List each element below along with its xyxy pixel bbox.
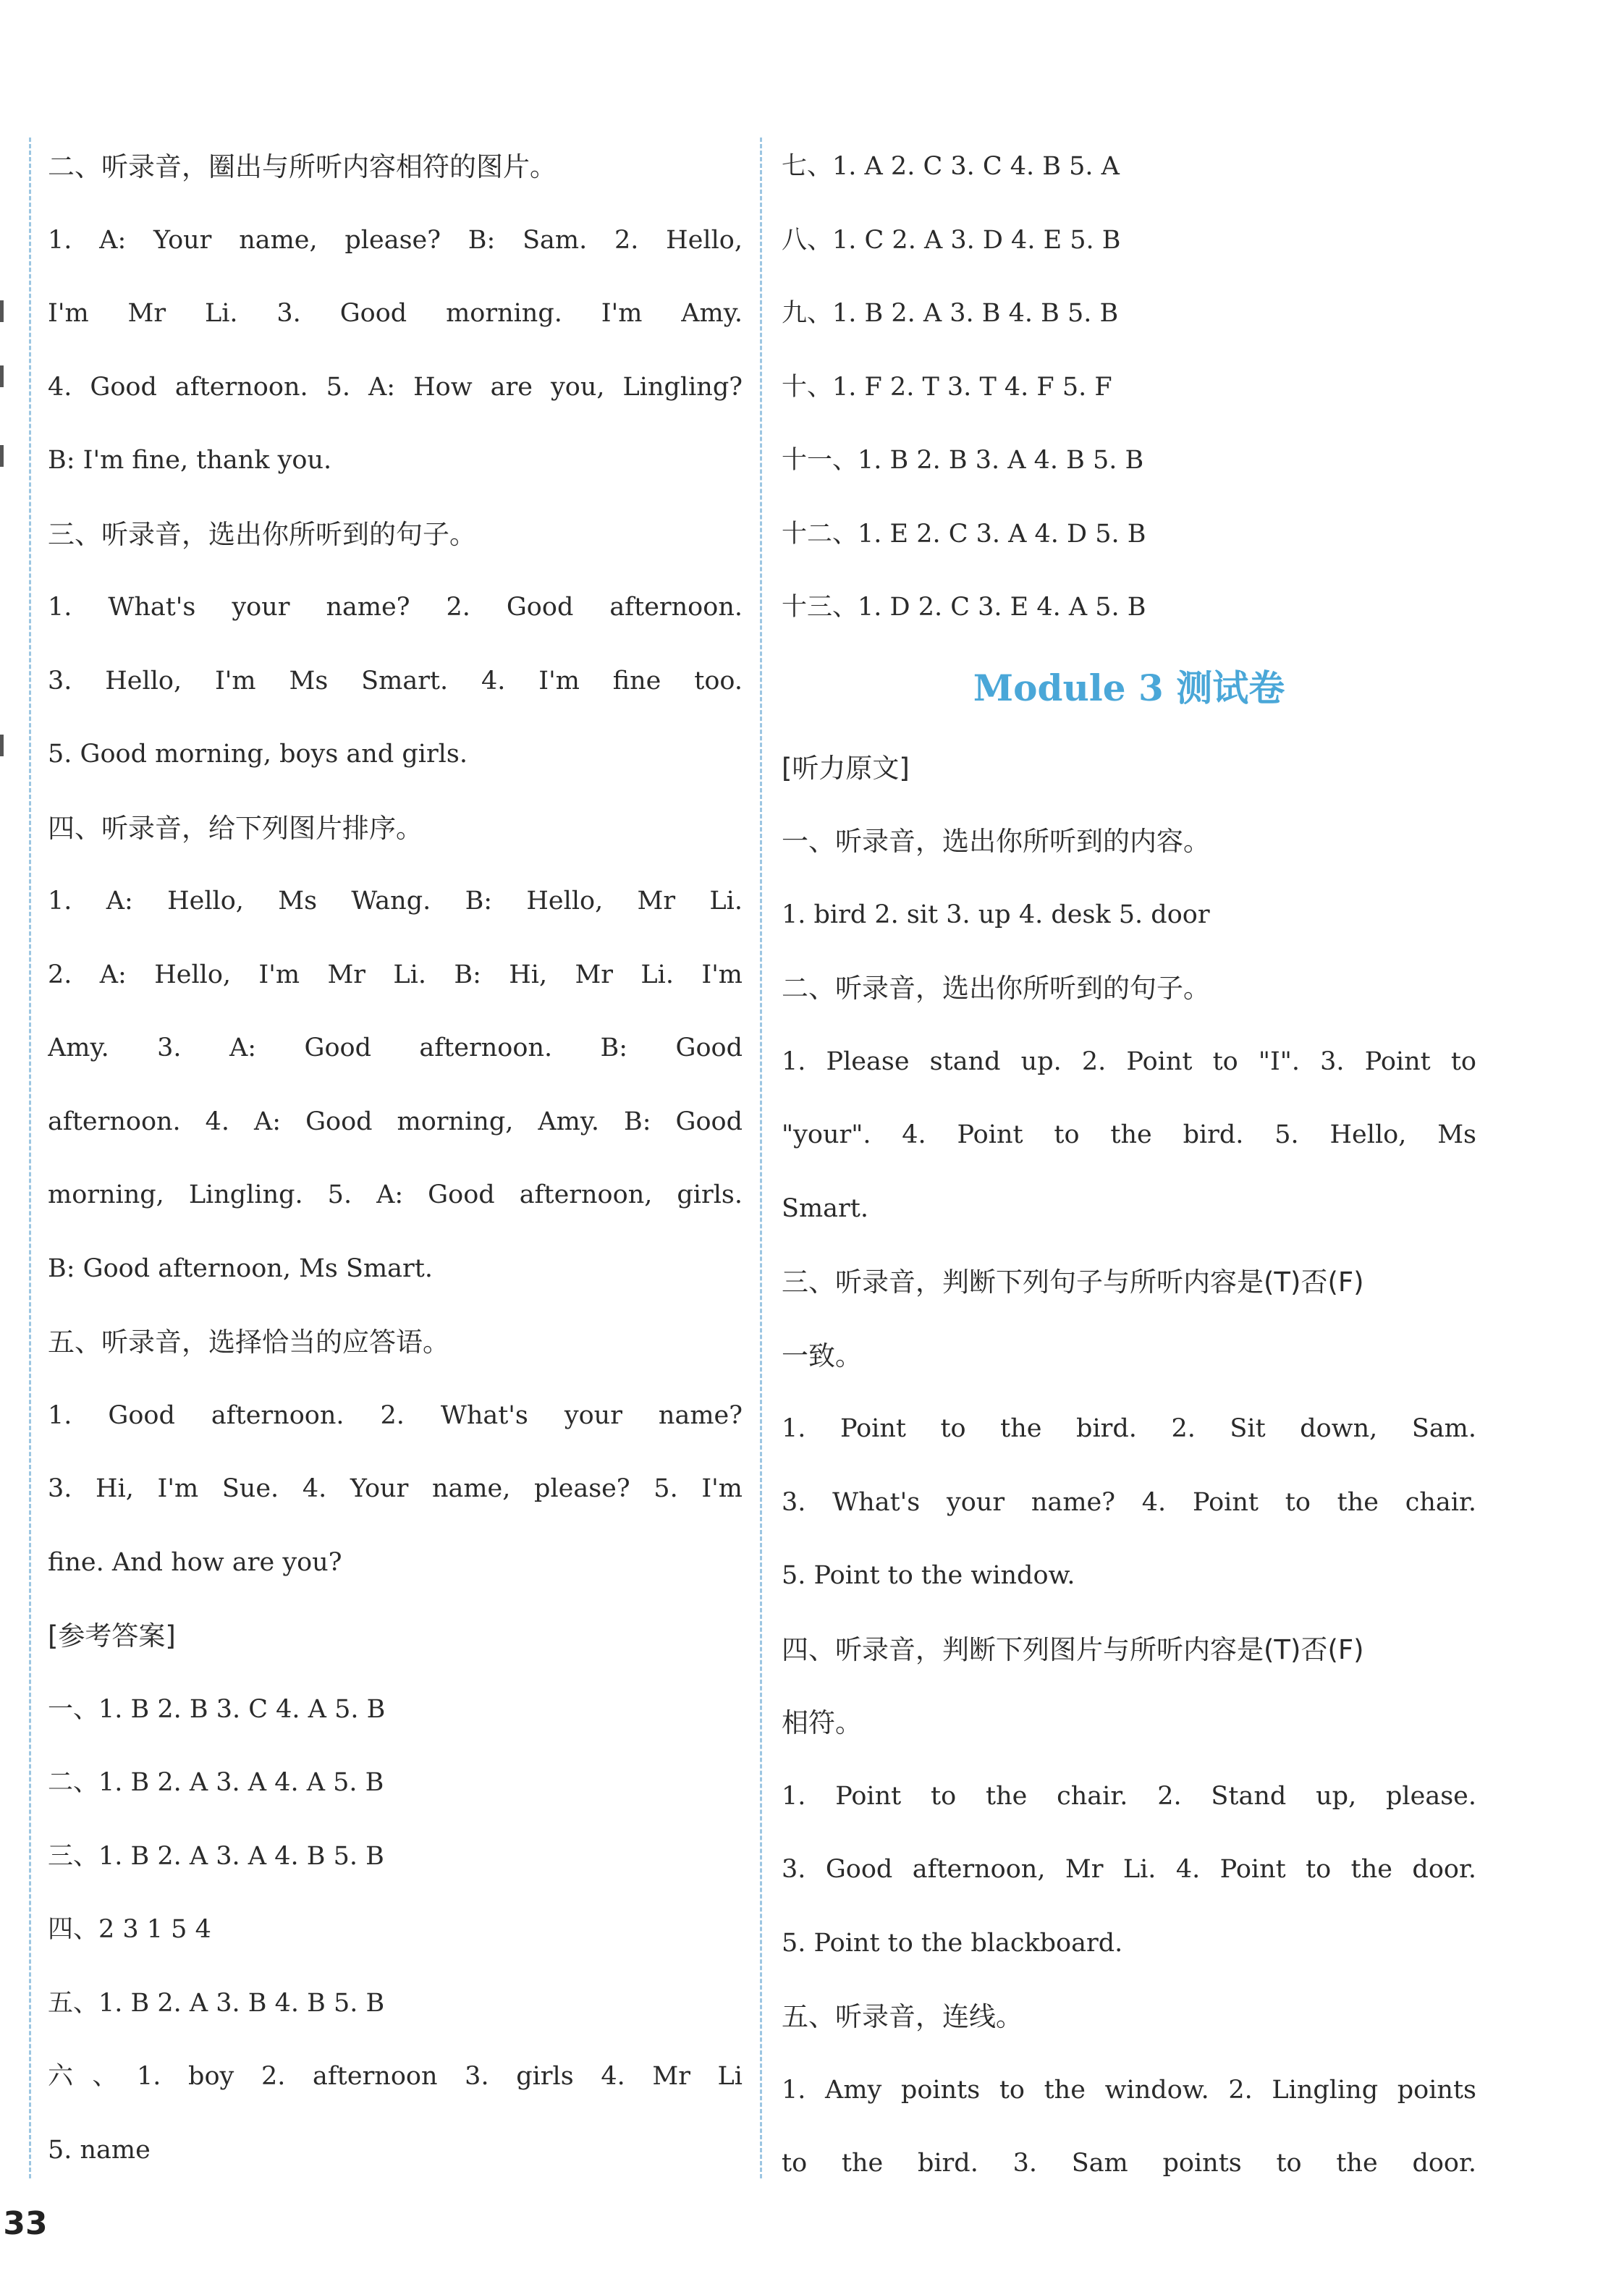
section-heading: 一致。: [782, 1340, 862, 1371]
text-line: 4. Good afternoon. 5. A: How are you, Lingling?: [48, 372, 743, 402]
text-line: 1. Good afternoon. 2. What's your name?: [48, 1400, 743, 1430]
text-line: 二、1. B 2. A 3. A 4. A 5. B: [48, 1768, 384, 1797]
text-line: 1. Please stand up. 2. Point to "I". 3. Point to: [782, 1047, 1476, 1076]
module-title: Module 3 测试卷: [973, 666, 1285, 709]
section-heading: 四、听录音，给下列图片排序。: [48, 812, 423, 844]
text-line: 1. A: Your name, please? B: Sam. 2. Hello,: [48, 225, 743, 255]
text-line: Smart.: [782, 1193, 868, 1223]
left-margin-divider: [29, 138, 31, 2178]
text-line: 十二、1. E 2. C 3. A 4. D 5. B: [782, 519, 1146, 549]
text-line: 六、1. boy 2. afternoon 3. girls 4. Mr Li: [48, 2062, 743, 2091]
page-number: 33: [3, 2205, 48, 2242]
text-line: 四、2 3 1 5 4: [48, 1915, 211, 1944]
text-line: to the bird. 3. Sam points to the door.: [782, 2149, 1476, 2178]
text-line: 一、1. B 2. B 3. C 4. A 5. B: [48, 1694, 386, 1724]
section-heading: 二、听录音，选出你所听到的句子。: [782, 973, 1210, 1004]
text-line: 2. A: Hello, I'm Mr Li. B: Hi, Mr Li. I'm: [48, 960, 743, 989]
section-heading: 相符。: [782, 1707, 862, 1738]
text-line: B: I'm fine, thank you.: [48, 446, 332, 475]
text-line: 1. Point to the bird. 2. Sit down, Sam.: [782, 1414, 1476, 1443]
section-heading: 五、听录音，选择恰当的应答语。: [48, 1327, 449, 1358]
text-line: B: Good afternoon, Ms Smart.: [48, 1253, 433, 1283]
section-heading: 一、听录音，选出你所听到的内容。: [782, 826, 1210, 857]
margin-mark: [0, 735, 4, 756]
section-heading: 五、听录音，连线。: [782, 2001, 1023, 2032]
text-line: 十三、1. D 2. C 3. E 4. A 5. B: [782, 593, 1146, 622]
text-line: 3. Hello, I'm Ms Smart. 4. I'm fine too.: [48, 666, 743, 695]
text-line: 1. bird 2. sit 3. up 4. desk 5. door: [782, 900, 1210, 929]
text-line: 5. name: [48, 2135, 151, 2165]
section-heading: 三、听录音，判断下列句子与所听内容是(T)否(F): [782, 1267, 1364, 1298]
answer-key-continued: [782, 130, 1476, 645]
text-line: 5. Point to the blackboard.: [782, 1928, 1123, 1958]
section-heading: 二、听录音，圈出与所听内容相符的图片。: [48, 151, 557, 182]
text-line: 1. What's your name? 2. Good afternoon.: [48, 593, 743, 622]
bracket-label: [听力原文]: [782, 752, 910, 784]
text-line: 5. Point to the window.: [782, 1561, 1075, 1590]
text-line: fine. And how are you?: [48, 1547, 342, 1577]
text-line: afternoon. 4. A: Good morning, Amy. B: Good: [48, 1107, 743, 1136]
text-line: 3. Hi, I'm Sue. 4. Your name, please? 5. I'm: [48, 1474, 743, 1503]
margin-mark: [0, 365, 4, 387]
text-line: 十一、1. B 2. B 3. A 4. B 5. B: [782, 446, 1144, 475]
module-3-transcript: [782, 732, 1476, 2201]
column-divider: [760, 138, 762, 2178]
section-heading: 三、听录音，选出你所听到的句子。: [48, 518, 476, 550]
text-line: 七、1. A 2. C 3. C 4. B 5. A: [782, 152, 1120, 181]
text-line: 3. Good afternoon, Mr Li. 4. Point to the door.: [782, 1855, 1476, 1884]
left-column: [48, 130, 743, 2187]
text-line: 九、1. B 2. A 3. B 4. B 5. B: [782, 299, 1119, 328]
text-line: 5. Good morning, boys and girls.: [48, 740, 468, 769]
text-line: 三、1. B 2. A 3. A 4. B 5. B: [48, 1841, 384, 1871]
bracket-label: [参考答案]: [48, 1620, 176, 1652]
margin-mark: [0, 300, 4, 322]
section-heading: 四、听录音，判断下列图片与所听内容是(T)否(F): [782, 1633, 1364, 1665]
text-line: 1. A: Hello, Ms Wang. B: Hello, Mr Li.: [48, 887, 743, 916]
text-line: 3. What's your name? 4. Point to the chair.: [782, 1487, 1476, 1517]
text-line: 1. Point to the chair. 2. Stand up, please.: [782, 1781, 1476, 1811]
text-line: 八、1. C 2. A 3. D 4. E 5. B: [782, 225, 1121, 255]
right-column: [782, 130, 1476, 2201]
text-line: "your". 4. Point to the bird. 5. Hello, Ms: [782, 1120, 1476, 1149]
text-line: Amy. 3. A: Good afternoon. B: Good: [48, 1033, 743, 1062]
text-line: I'm Mr Li. 3. Good morning. I'm Amy.: [48, 299, 743, 328]
text-line: morning, Lingling. 5. A: Good afternoon, girls.: [48, 1180, 743, 1209]
text-line: 五、1. B 2. A 3. B 4. B 5. B: [48, 1988, 385, 2018]
text-line: 1. Amy points to the window. 2. Lingling points: [782, 2075, 1476, 2105]
margin-mark: [0, 445, 4, 467]
text-line: 十、1. F 2. T 3. T 4. F 5. F: [782, 372, 1112, 402]
